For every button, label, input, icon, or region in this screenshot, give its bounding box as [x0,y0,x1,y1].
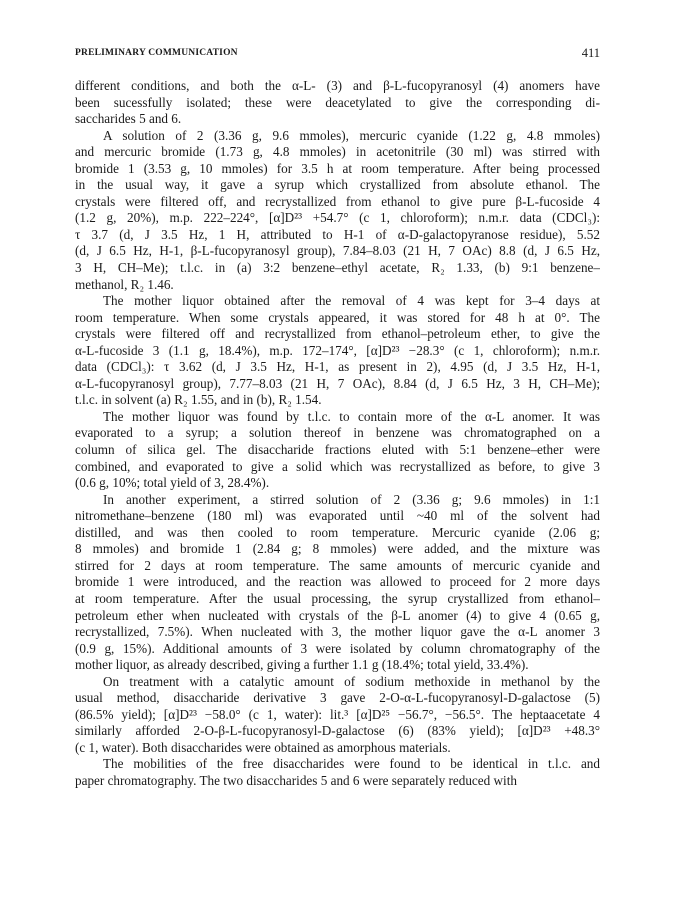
text-line: In another experiment, a stirred solution of 2 (3.36 g; 9.6 mmoles) in 1:1 [103,491,600,507]
running-head: PRELIMINARY COMMUNICATION [75,48,238,58]
text-line: different conditions, and both the α-L- (3) and β-L-fucopyranosyl (4) anomers have [75,78,600,93]
text-line: petroleum ether when nucleated with crystals of the β-L anomer (4) to give 4 (0.65 g, [75,607,600,623]
text-line: (0.9 g, 15%). Additional amounts of 3 were isolated by column chromatography of the [75,640,600,656]
text-line: crystals were filtered off and recrystallized from ethanol–petroleum ether, to give the [75,326,600,342]
text-line: distilled, and was then cooled to room temperature. Mercuric cyanide (2.06 g; [75,524,600,540]
page-header [75,48,600,64]
paragraph [75,492,600,674]
text-line: (86.5% yield); [α]D²³ −58.0° (c 1, water): lit.³ [α]D²⁵ −56.7°, −56.5°. The heptaacetate 4 [75,706,600,722]
text-line: recrystallized, 7.5%). When nucleated with 3, the mother liquor gave the α-L anomer 3 [75,624,600,640]
text-line: column of silica gel. The disaccharide fractions eluted with 5:1 benzene–ether were [75,442,600,458]
text-line: nitromethane–benzene (180 ml) was evaporated until ~40 ml of the solvent had [75,508,600,524]
text-line: t.l.c. in solvent (a) R₂ 1.55, and in (b), R₂ 1.54. [75,392,322,408]
text-line: evaporated to a syrup; a solution thereof in benzene was chromatographed on a [75,425,600,441]
text-line: α-L-fucoside 3 (1.1 g, 18.4%), m.p. 172–174°, [α]D²³ −28.3° (c 1, chloroform); n.m.r. [75,342,600,358]
text-line: similarly afforded 2-O-β-L-fucopyranosyl-D-galactose (6) (83% yield); [α]D²³ +48.3° [75,723,600,739]
text-line: 8 mmoles) and bromide 1 (2.84 g; 8 mmoles) were added, and the mixture was [75,541,600,557]
text-line: A solution of 2 (3.36 g, 9.6 mmoles), mercuric cyanide (1.22 g, 4.8 mmoles) [103,127,600,143]
text-line: 3 H, CH–Me); t.l.c. in (a) 3:2 benzene–ethyl acetate, R₂ 1.33, (b) 9:1 benzene– [75,260,600,276]
text-line: crystals were filtered off, and recrystallized from ethanol to give pure β-L-fucoside 4 [75,193,600,209]
text-line: (1.2 g, 20%), m.p. 222–224°, [α]D²³ +54.7° (c 1, chloroform); n.m.r. data (CDCl₃): [75,210,600,226]
text-line: bromide 1 were introduced, and the reaction was allowed to proceed for 2 more days [75,574,600,590]
body-text [75,78,600,790]
text-line: data (CDCl₃): τ 3.62 (d, J 3.5 Hz, H-1, as present in 2), 4.95 (d, J 3.5 Hz, H-1, [75,359,600,375]
text-line: (d, J 6.5 Hz, H-1, β-L-fucopyranosyl group), 7.84–8.03 (21 H, 7 OAc) 8.8 (d, J 6.5 Hz, [75,243,600,259]
text-line: α-L-fucopyranosyl group), 7.77–8.03 (21 H, 7 OAc), 8.84 (d, J 6.5 Hz, 3 H, CH–Me); [75,375,600,391]
text-line: room temperature. When some crystals appeared, it was stored for 48 h at 0°. The [75,309,600,325]
paragraph [75,293,600,409]
text-line: in the usual way, it gave a syrup which crystallized from absolute ethanol. The [75,177,600,193]
text-line: (0.6 g, 10%; total yield of 3, 28.4%). [75,475,270,491]
paragraph [75,128,600,293]
text-line: stirred for 2 days at room temperature. The same amounts of mercuric cyanide and [75,557,600,573]
paragraph [75,409,600,492]
text-line: The mother liquor was found by t.l.c. to contain more of the α-L anomer. It was [103,408,600,424]
text-line: τ 3.7 (d, J 3.5 Hz, 1 H, attributed to H-1 of α-D-galactopyranose residue), 5.52 [75,226,600,242]
text-line: (c 1, water). Both disaccharides were obtained as amorphous materials. [75,739,451,755]
text-line: mother liquor, as already described, giving a further 1.1 g (18.4%; total yield, 33.4%). [75,657,529,673]
text-line: usual method, disaccharide derivative 3 gave 2-O-α-L-fucopyranosyl-D-galactose (5) [75,690,600,706]
text-line: and mercuric bromide (1.73 g, 4.8 mmoles) in acetonitrile (30 ml) was stirred with [75,144,600,160]
text-line: paper chromatography. The two disaccharides 5 and 6 were separately reduced with [75,772,517,788]
text-line: saccharides 5 and 6. [75,111,182,127]
text-line: combined, and evaporated to give a solid which was recrystallized as before, to give 3 [75,458,600,474]
text-line: On treatment with a catalytic amount of sodium methoxide in methanol by the [103,673,600,689]
paragraph [75,78,600,128]
text-line: at room temperature. After the usual processing, the syrup crystallized from ethanol– [75,590,600,606]
text-line: The mobilities of the free disaccharides were found to be identical in t.l.c. and [103,756,600,772]
text-line: bromide 1 (3.53 g, 10 mmoles) for 3.5 h at room temperature. After being processed [75,160,600,176]
text-line: been sucessfully isolated; these were deacetylated to give the corresponding di- [75,94,600,110]
text-line: The mother liquor obtained after the removal of 4 was kept for 3–4 days at [103,293,600,309]
paragraph [75,674,600,757]
page-number: 411 [581,46,600,60]
text-line: methanol, R₂ 1.46. [75,276,174,292]
paragraph [75,756,600,789]
